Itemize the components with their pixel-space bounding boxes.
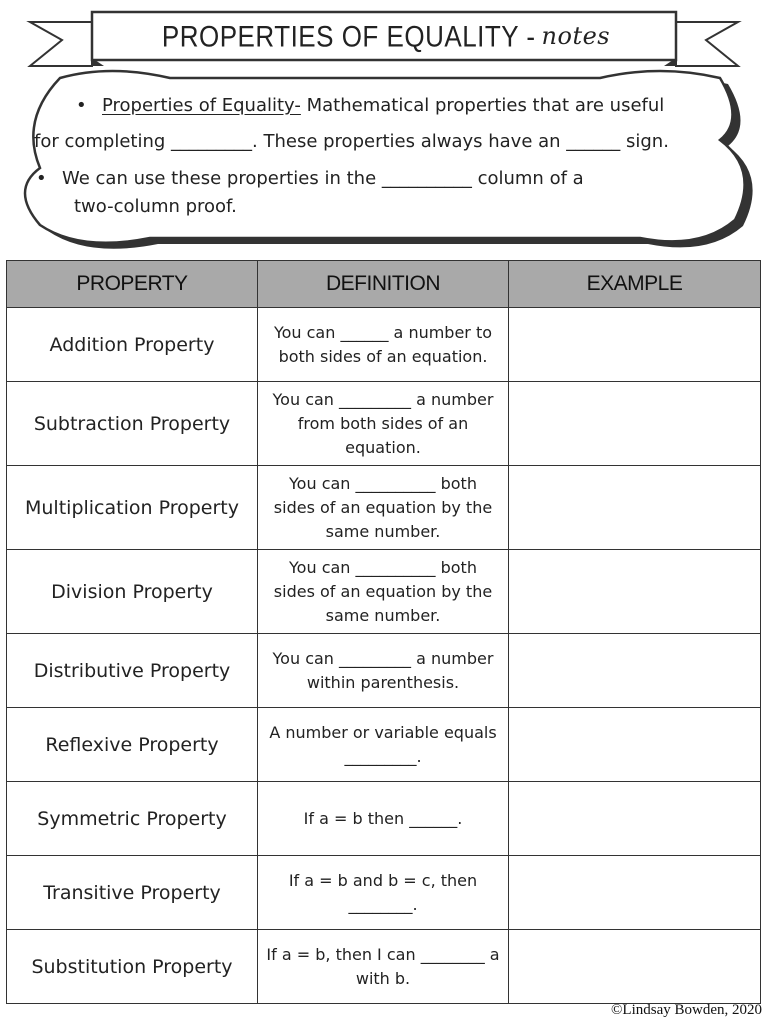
table-header-row: [7, 261, 761, 308]
header-example: EXAMPLE: [509, 261, 761, 308]
property-name: Multiplication Property: [7, 466, 258, 550]
bullet-icon: •: [36, 168, 47, 189]
example-cell[interactable]: [509, 856, 761, 930]
property-name: Distributive Property: [7, 634, 258, 708]
example-cell[interactable]: [509, 634, 761, 708]
table-row: [7, 856, 761, 930]
header-definition: DEFINITION: [258, 261, 509, 308]
property-name: Addition Property: [7, 308, 258, 382]
table-row: [7, 550, 761, 634]
table-row: [7, 308, 761, 382]
bullet-icon: •: [76, 95, 87, 116]
page-title-main: PROPERTIES OF EQUALITY -: [161, 18, 536, 53]
property-definition: If a = b then ______.: [258, 782, 509, 856]
example-cell[interactable]: [509, 782, 761, 856]
intro-line-3-text: We can use these properties in the __________ column of a: [62, 168, 584, 189]
example-cell[interactable]: [509, 708, 761, 782]
example-cell[interactable]: [509, 550, 761, 634]
table-row: [7, 466, 761, 550]
copyright-text: ©Lindsay Bowden, 2020: [611, 1002, 762, 1018]
property-definition: You can __________ both sides of an equation by the same number.: [258, 466, 509, 550]
property-definition: A number or variable equals _________.: [258, 708, 509, 782]
property-name: Division Property: [7, 550, 258, 634]
page-title: [96, 14, 676, 58]
intro-line-4: two-column proof.: [74, 196, 237, 217]
property-definition: You can _________ a number from both sides of an equation.: [258, 382, 509, 466]
example-cell[interactable]: [509, 930, 761, 1004]
property-name: Symmetric Property: [7, 782, 258, 856]
example-cell[interactable]: [509, 466, 761, 550]
property-definition: You can __________ both sides of an equation by the same number.: [258, 550, 509, 634]
page-title-sub: notes: [541, 22, 611, 50]
property-name: Substitution Property: [7, 930, 258, 1004]
property-definition: If a = b, then I can ________ a with b.: [258, 930, 509, 1004]
table-row: [7, 930, 761, 1004]
example-cell[interactable]: [509, 382, 761, 466]
table-row: [7, 782, 761, 856]
property-definition: You can _________ a number within parenthesis.: [258, 634, 509, 708]
property-definition: You can ______ a number to both sides of an equation.: [258, 308, 509, 382]
intro-term: Properties of Equality-: [102, 95, 301, 116]
intro-line-2: for completing _________. These properties always have an ______ sign.: [34, 131, 669, 152]
table-row: [7, 382, 761, 466]
intro-line-1-rest: Mathematical properties that are useful: [300, 95, 665, 116]
example-cell[interactable]: [509, 308, 761, 382]
property-name: Transitive Property: [7, 856, 258, 930]
table-row: [7, 634, 761, 708]
properties-table: [6, 260, 761, 1004]
table-row: [7, 708, 761, 782]
header-property: PROPERTY: [7, 261, 258, 308]
property-name: Reflexive Property: [7, 708, 258, 782]
property-definition: If a = b and b = c, then ________.: [258, 856, 509, 930]
intro-text: [34, 88, 734, 220]
intro-line-3: [34, 164, 734, 194]
property-name: Subtraction Property: [7, 382, 258, 466]
intro-line-1: [34, 88, 734, 124]
